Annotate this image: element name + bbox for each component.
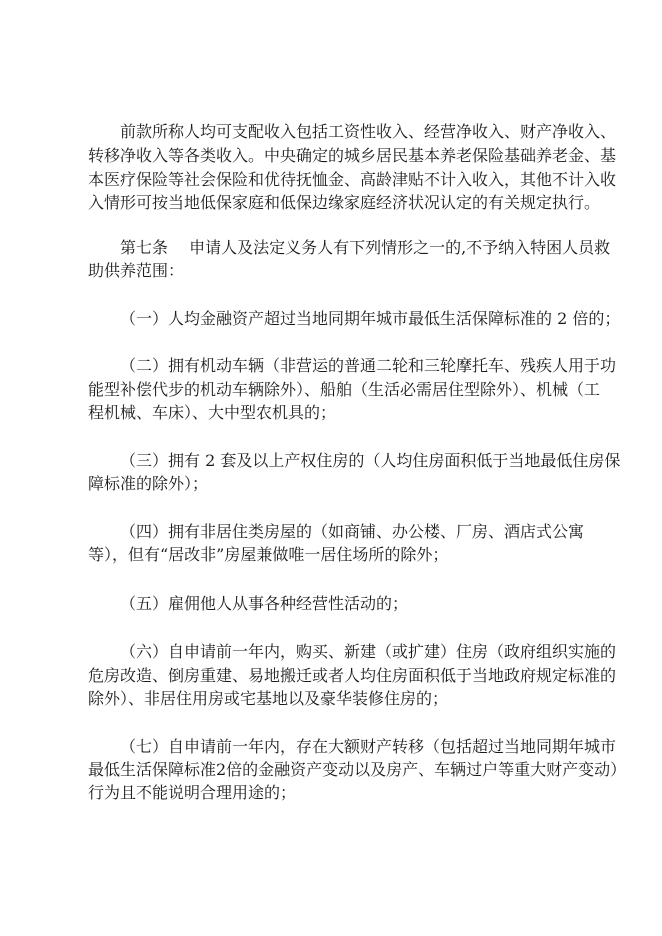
text-line: 前款所称人均可支配收入包括工资性收入、经营净收入、财产净收入、 xyxy=(120,122,617,141)
text-line: 转移净收入等各类收入。中央确定的城乡居民基本养老保险基础养老金、基 xyxy=(88,146,617,165)
text-line: 助供养范围： xyxy=(88,261,185,280)
text-line: 行为且不能说明合理用途的； xyxy=(88,783,297,802)
text-line: （二）拥有机动车辆（非营运的普通二轮和三轮摩托车、残疾人用于功 xyxy=(120,356,617,375)
text-line: （五）雇佣他人从事各种经营性活动的； xyxy=(120,594,409,613)
text-line: （四）拥有非居住类房屋的（如商铺、办公楼、厂房、酒店式公寓 xyxy=(120,522,585,541)
text-line: 危房改造、倒房重建、易地搬迁或者人均住房面积低于当地政府规定标准的 xyxy=(88,666,617,685)
text-line: （六）自申请前一年内，购买、新建（或扩建）住房（政府组织实施的 xyxy=(120,642,617,661)
text-line: 障标准的除外）； xyxy=(88,474,209,493)
text-line: 入情形可按当地低保家庭和低保边缘家庭经济状况认定的有关规定执行。 xyxy=(88,193,601,212)
text-line: （三）拥有 2 套及以上产权住房的（人均住房面积低于当地最低住房保 xyxy=(120,451,621,470)
text-line: 能型补偿代步的机动车辆除外）、船舶（生活必需居住型除外）、机械（工 xyxy=(88,380,601,399)
text-line: 本医疗保险等社会保险和优待抚恤金、高龄津贴不计入收入，其他不计入收 xyxy=(88,170,617,189)
text-line: 等），但有“居改非”房屋兼做唯一居住场所的除外； xyxy=(88,545,449,564)
text-line: 除外）、非居住用房或宅基地以及豪华装修住房的； xyxy=(88,689,449,708)
text-line: （一）人均金融资产超过当地同期年城市最低生活保障标准的 2 倍的； xyxy=(120,309,621,328)
text-line: （七）自申请前一年内，存在大额财产转移（包括超过当地同期年城市 xyxy=(120,737,617,756)
article-heading-line: 第七条 申请人及法定义务人有下列情形之一的,不予纳入特困人员救 xyxy=(120,238,611,257)
text-line: 最低生活保障标准2倍的金融资产变动以及房产、车辆过户等重大财产变动） xyxy=(88,760,627,779)
text-line: 程机械、车床）、大中型农机具的； xyxy=(88,403,337,422)
